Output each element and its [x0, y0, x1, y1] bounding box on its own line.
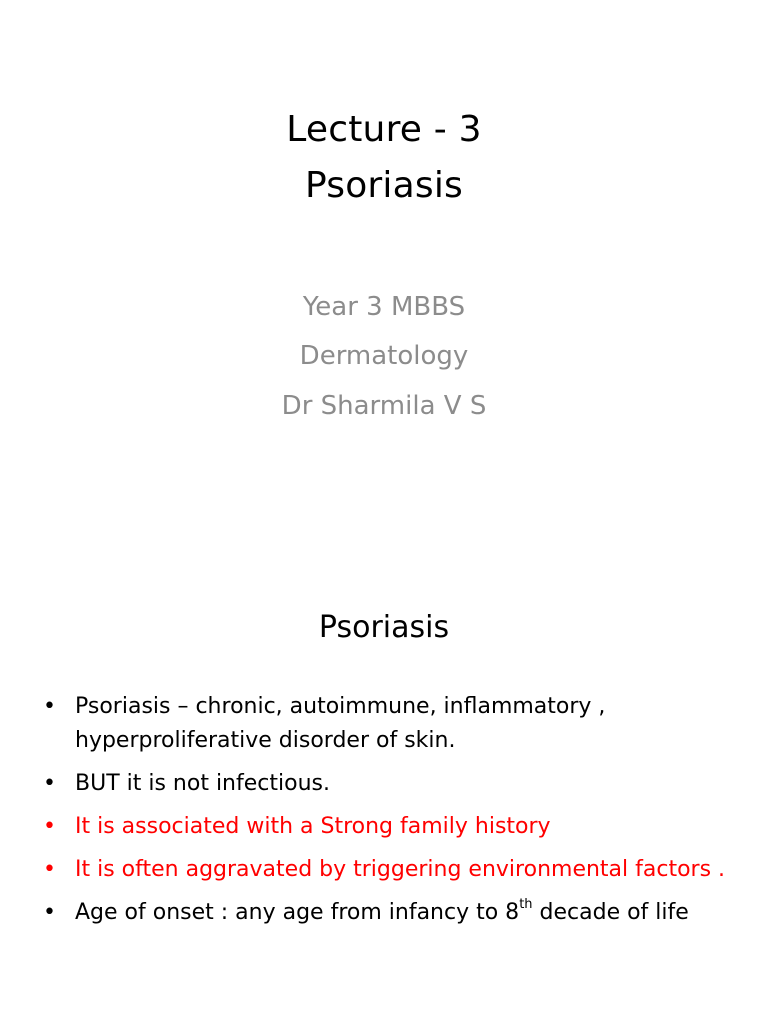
subtitle-subject: Dermatology: [299, 341, 469, 371]
bullet-text: [75, 897, 689, 925]
bullet-list: [40, 690, 740, 939]
bullet-dot-icon: •: [43, 857, 56, 882]
bullet-text: Psoriasis – chronic, autoimmune, inflammatory , hyperproliferative disorder of skin.: [75, 694, 606, 753]
bullet-item-4: [40, 853, 740, 887]
content-slide-title: Psoriasis: [318, 610, 450, 645]
bullet-item-3: [40, 810, 740, 844]
ordinal-superscript: th: [519, 897, 533, 912]
bullet-item-2: [40, 767, 740, 801]
bullet-item-5: [40, 896, 740, 930]
bullet-text: BUT it is not infectious.: [75, 771, 330, 796]
subtitle-course: Year 3 MBBS: [302, 292, 466, 322]
content-slide: [0, 570, 768, 1024]
bullet-text: It is associated with a Strong family history: [75, 814, 551, 839]
slide-title-line-2: Psoriasis: [304, 165, 464, 206]
bullet-text-after: decade of life: [532, 900, 689, 925]
slide-title-line-1: Lecture - 3: [286, 109, 482, 150]
subtitle-author: Dr Sharmila V S: [281, 391, 487, 421]
title-slide: [0, 0, 768, 500]
bullet-dot-icon: •: [43, 771, 56, 796]
bullet-text-before: Age of onset : any age from infancy to 8: [75, 900, 520, 925]
bullet-dot-icon: •: [43, 900, 56, 925]
bullet-text: It is often aggravated by triggering environmental factors .: [75, 857, 726, 882]
bullet-item-1: [40, 690, 740, 758]
bullet-dot-icon: •: [43, 814, 56, 839]
bullet-dot-icon: •: [43, 694, 56, 719]
